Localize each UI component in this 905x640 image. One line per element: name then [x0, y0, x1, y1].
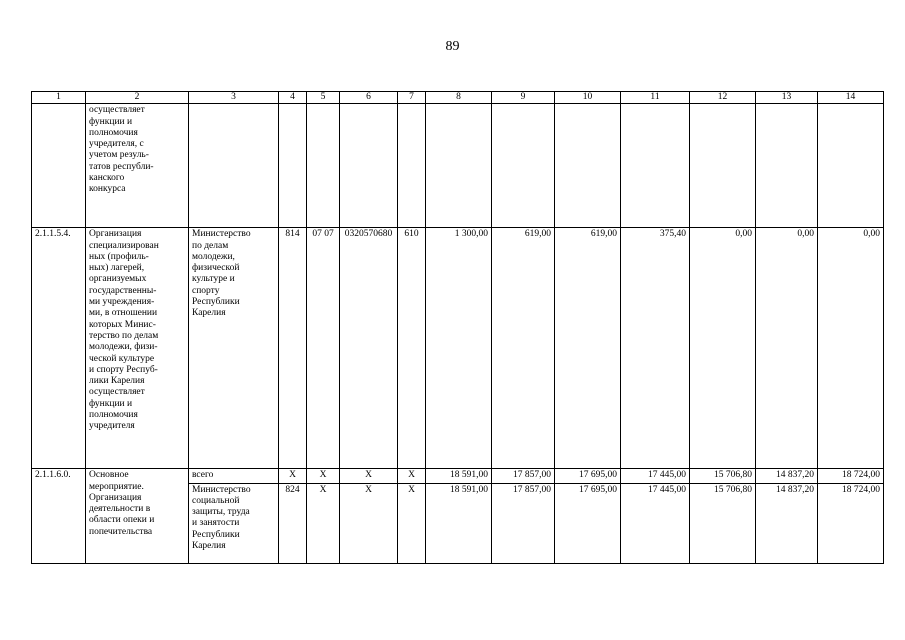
cell: 610: [398, 228, 426, 469]
cell: 814: [279, 228, 307, 469]
column-header: 3: [189, 92, 279, 104]
code-cell: 2.1.1.5.4.: [32, 228, 86, 469]
name-cell: осуществляет функции и полномочия учредителя, с учетом резуль- татов республи- канского конкурса: [86, 104, 189, 228]
column-header: 10: [555, 92, 621, 104]
column-header: 8: [426, 92, 492, 104]
value-cell: 15 706,80: [690, 469, 756, 483]
value-cell: 375,40: [621, 228, 690, 469]
budget-table: [31, 91, 884, 564]
value-cell: 18 724,00: [818, 483, 884, 563]
value-cell: 619,00: [492, 228, 555, 469]
table-row: [32, 104, 884, 228]
header-row: [32, 92, 884, 104]
value-cell: 17 857,00: [492, 483, 555, 563]
value-cell: 0,00: [756, 228, 818, 469]
cell: [279, 104, 307, 228]
column-header: 9: [492, 92, 555, 104]
code-cell: 2.1.1.6.0.: [32, 469, 86, 563]
value-cell: 18 724,00: [818, 469, 884, 483]
column-header: 4: [279, 92, 307, 104]
cell: 0320570680: [340, 228, 398, 469]
value-cell: 18 591,00: [426, 469, 492, 483]
value-cell: 17 695,00: [555, 483, 621, 563]
cell: Х: [307, 483, 340, 563]
value-cell: [818, 104, 884, 228]
value-cell: 0,00: [690, 228, 756, 469]
cell: Х: [340, 483, 398, 563]
value-cell: [756, 104, 818, 228]
executor-cell: [189, 104, 279, 228]
value-cell: [690, 104, 756, 228]
page-number: 89: [445, 39, 460, 54]
cell: [398, 104, 426, 228]
column-header: 1: [32, 92, 86, 104]
column-header: 5: [307, 92, 340, 104]
executor-cell: всего: [189, 469, 279, 483]
value-cell: 619,00: [555, 228, 621, 469]
value-cell: 15 706,80: [690, 483, 756, 563]
value-cell: [426, 104, 492, 228]
executor-cell: Министерство по делам молодежи, физической культуре и спорту Республики Карелия: [189, 228, 279, 469]
name-cell: Организация специализирован ных (профиль- ных) лагерей, организуемых государственны- ми учреждения- ми, в отношении которых Минис- терство по делам молодежи, физи- ческой культуре и спорту Респуб- лики Карелия осуществляет функции и полномочия учредителя: [86, 228, 189, 469]
value-cell: 14 837,20: [756, 483, 818, 563]
value-cell: 14 837,20: [756, 469, 818, 483]
value-cell: [555, 104, 621, 228]
cell: Х: [279, 469, 307, 483]
value-cell: 17 445,00: [621, 483, 690, 563]
table-row: [32, 228, 884, 469]
cell: Х: [307, 469, 340, 483]
table-row: [32, 469, 884, 483]
value-cell: 17 445,00: [621, 469, 690, 483]
cell: [340, 104, 398, 228]
value-cell: 18 591,00: [426, 483, 492, 563]
value-cell: [492, 104, 555, 228]
executor-cell: Министерство социальной защиты, труда и занятости Республики Карелия: [189, 483, 279, 563]
column-header: 14: [818, 92, 884, 104]
value-cell: 17 695,00: [555, 469, 621, 483]
column-header: 13: [756, 92, 818, 104]
value-cell: 0,00: [818, 228, 884, 469]
column-header: 7: [398, 92, 426, 104]
code-cell: [32, 104, 86, 228]
cell: Х: [340, 469, 398, 483]
column-header: 6: [340, 92, 398, 104]
cell: Х: [398, 469, 426, 483]
cell: [307, 104, 340, 228]
cell: 07 07: [307, 228, 340, 469]
cell: Х: [398, 483, 426, 563]
cell: 824: [279, 483, 307, 563]
value-cell: 17 857,00: [492, 469, 555, 483]
column-header: 12: [690, 92, 756, 104]
value-cell: 1 300,00: [426, 228, 492, 469]
column-header: 2: [86, 92, 189, 104]
value-cell: [621, 104, 690, 228]
name-cell: Основное мероприятие. Организация деятельности в области опеки и попечительства: [86, 469, 189, 563]
column-header: 11: [621, 92, 690, 104]
